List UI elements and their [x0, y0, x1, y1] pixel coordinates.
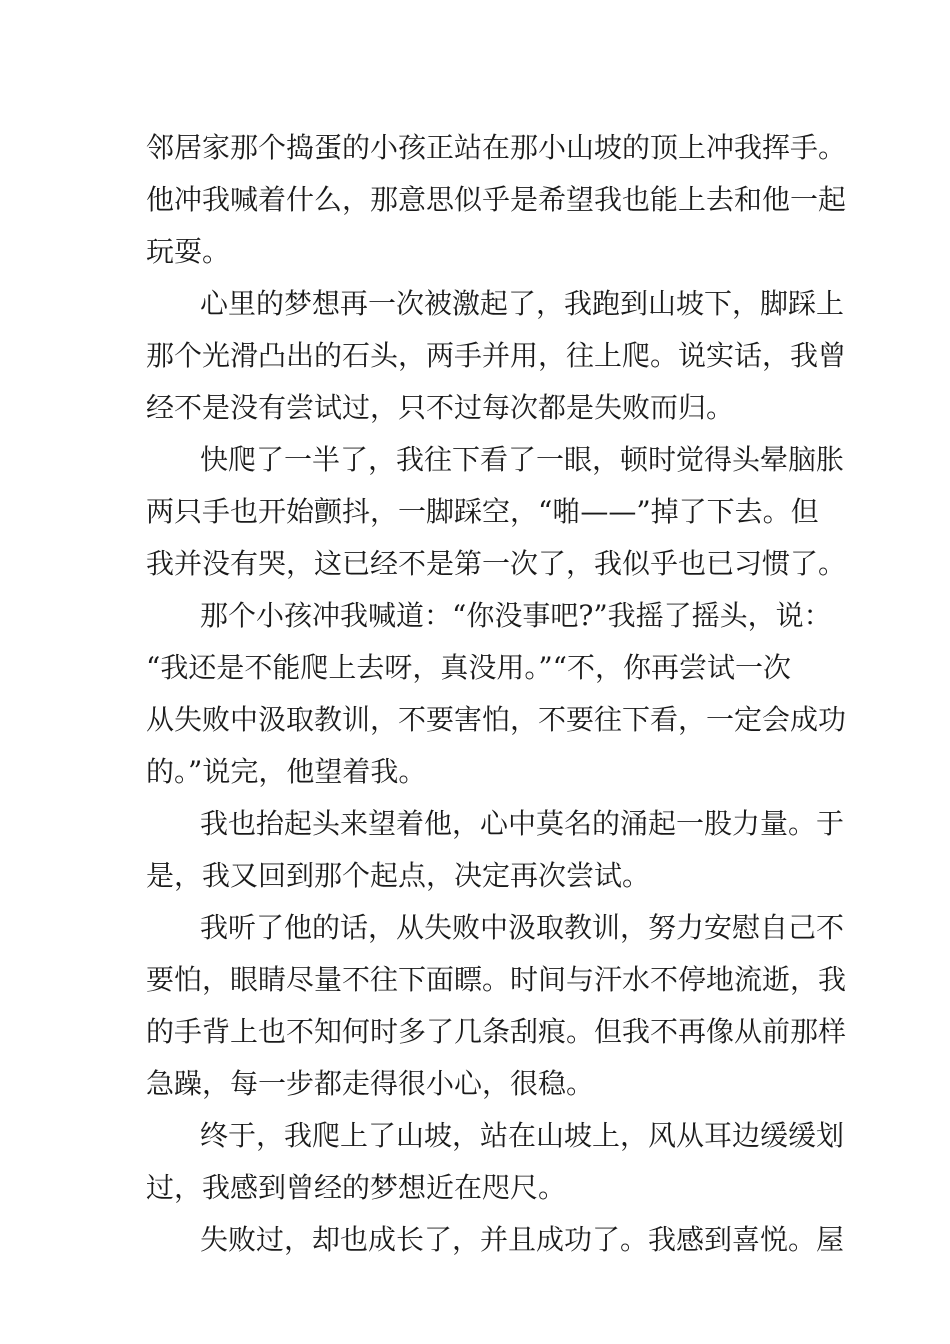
text-line: 快爬了一半了，我往下看了一眼，顿时觉得头晕脑胀: [200, 443, 845, 476]
text-line: 要怕，眼睛尽量不往下面瞟。时间与汗水不停地流逝，我: [146, 963, 847, 996]
paragraph: [146, 902, 847, 1110]
text-line: 我听了他的话，从失败中汲取教训，努力安慰自己不: [200, 911, 845, 944]
text-line: 的。”说完，他望着我。: [146, 755, 427, 788]
paragraph: [146, 590, 847, 798]
document-body: [146, 122, 847, 1266]
text-line: 经不是没有尝试过，只不过每次都是失败而归。: [146, 391, 735, 424]
text-line: 是，我又回到那个起点，决定再次尝试。: [146, 859, 651, 892]
text-line: 那个小孩冲我喊道：“你没事吧?”我摇了摇头，说：: [200, 599, 832, 632]
text-line: 心里的梦想再一次被激起了，我跑到山坡下，脚踩上: [200, 287, 845, 320]
text-line: 从失败中汲取教训，不要害怕，不要往下看，一定会成功: [146, 703, 847, 736]
paragraph: [146, 1110, 845, 1214]
paragraph: [146, 434, 847, 590]
text-line: 的手背上也不知何时多了几条刮痕。但我不再像从前那样: [146, 1015, 847, 1048]
text-line: 两只手也开始颤抖，一脚踩空，“啪——”掉了下去。但: [146, 495, 819, 528]
text-line: 我也抬起头来望着他，心中莫名的涌起一股力量。于: [200, 807, 845, 840]
paragraph: [146, 1214, 845, 1266]
text-line: 急躁，每一步都走得很小心，很稳。: [146, 1067, 595, 1100]
text-line: 我并没有哭，这已经不是第一次了，我似乎也已习惯了。: [146, 547, 847, 580]
text-line: 失败过，却也成长了，并且成功了。我感到喜悦。屋: [200, 1223, 845, 1256]
text-line: 过，我感到曾经的梦想近在咫尺。: [146, 1171, 567, 1204]
text-line: 终于，我爬上了山坡，站在山坡上，风从耳边缓缓划: [200, 1119, 845, 1152]
text-line: 他冲我喊着什么，那意思似乎是希望我也能上去和他一起: [146, 183, 847, 216]
paragraph: [146, 798, 845, 902]
paragraph: [146, 278, 847, 434]
text-line: 那个光滑凸出的石头，两手并用，往上爬。说实话，我曾: [146, 339, 847, 372]
paragraph: [146, 122, 847, 278]
text-line: 邻居家那个捣蛋的小孩正站在那小山坡的顶上冲我挥手。: [146, 131, 847, 164]
text-line: “我还是不能爬上去呀，真没用。”“不，你再尝试一次: [146, 651, 791, 684]
text-line: 玩耍。: [146, 235, 231, 268]
